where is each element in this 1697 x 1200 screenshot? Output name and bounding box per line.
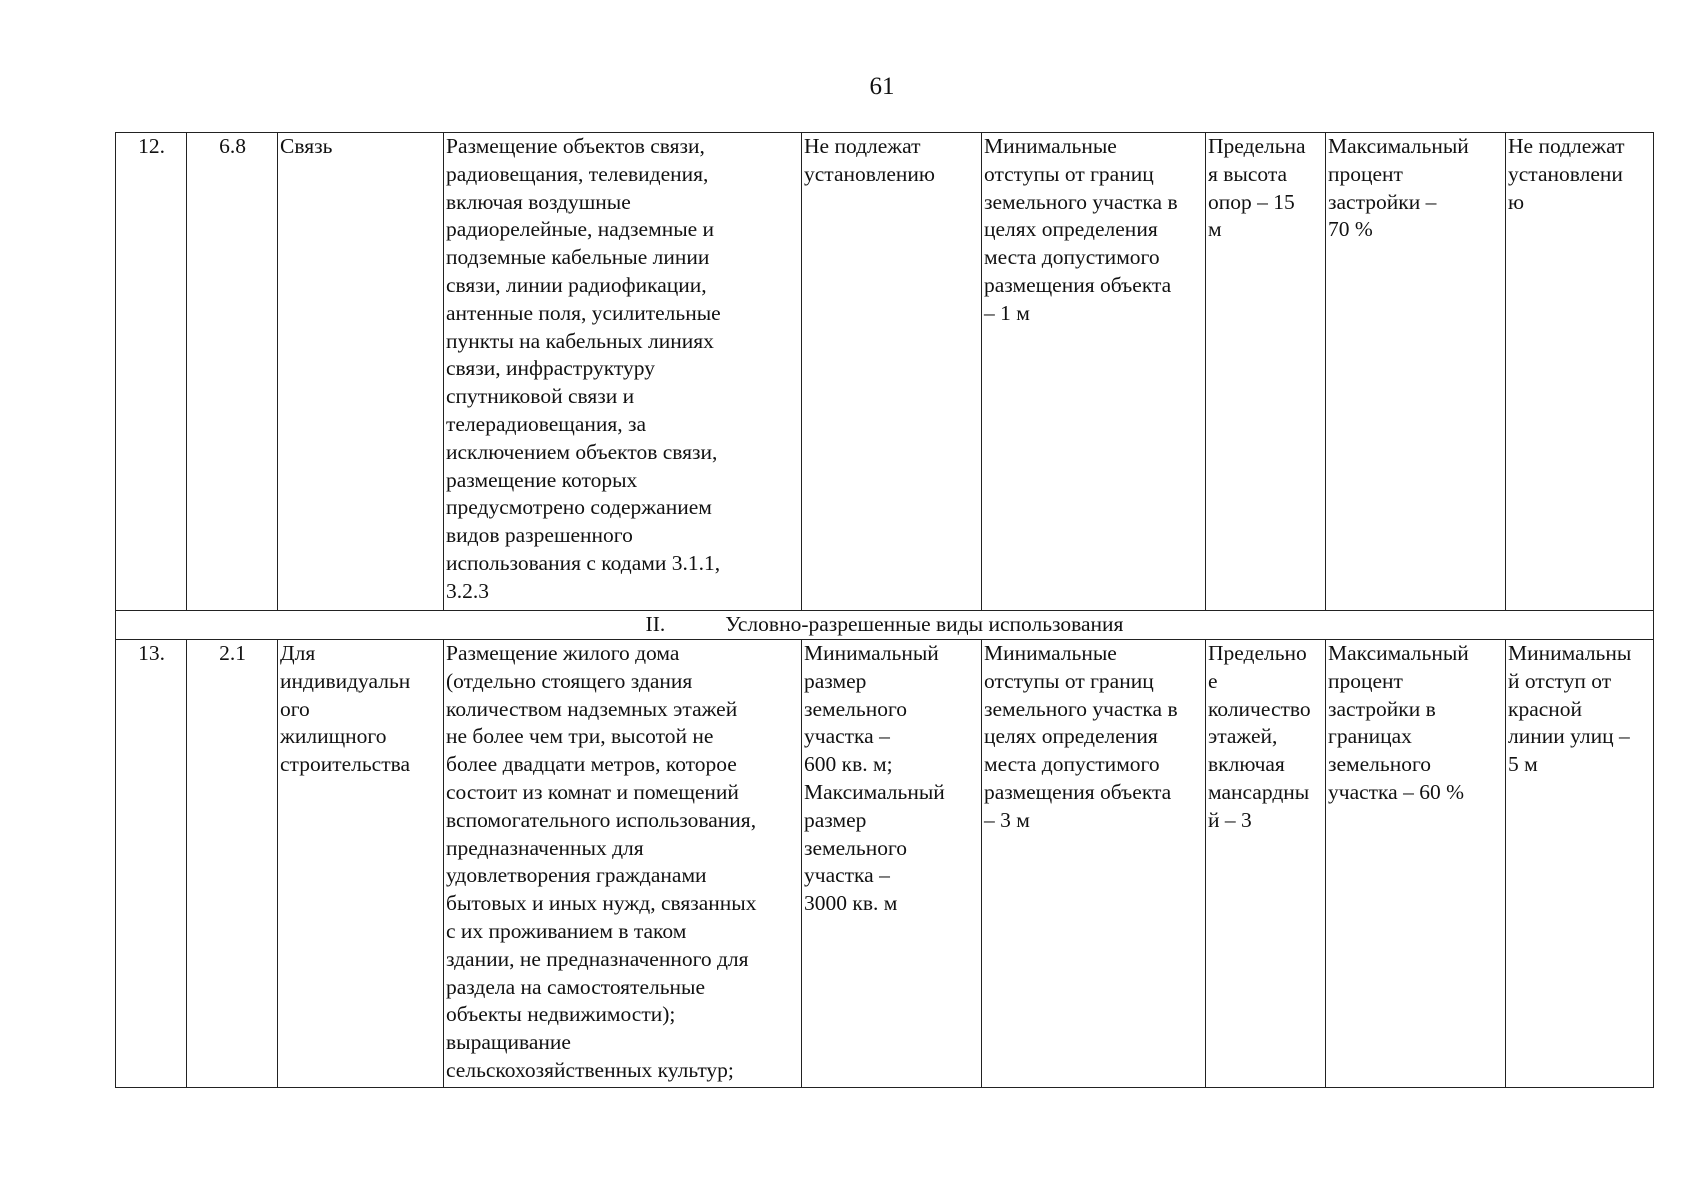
other-params-cell: Не подлежат установлени ю	[1506, 133, 1654, 611]
table-row	[116, 640, 1654, 1088]
plot-size-cell: Минимальный размер земельного участка – 600 кв. м; Максимальный размер земельного участка – 3000 кв. м	[802, 640, 982, 1088]
setbacks-cell: Минимальные отступы от границ земельного участка в целях определения места допустимого размещения объекта – 1 м	[982, 133, 1206, 611]
row-number-cell: 12.	[116, 133, 187, 611]
other-params-cell: Минимальны й отступ от красной линии улиц – 5 м	[1506, 640, 1654, 1088]
page-number: 61	[869, 73, 895, 100]
use-description-cell: Размещение жилого дома (отдельно стоящего здания количеством надземных этажей не более чем три, высотой не более двадцати метров, которое состоит из комнат и помещений вспомогательного использования, предназначенных для удовлетворения гражданами бытовых и иных нужд, связанных с их проживанием в таком здании, не предназначенного для раздела на самостоятельные объекты недвижимости); выращивание сельскохозяйственных культур;	[444, 640, 802, 1088]
section-header-row	[116, 611, 1654, 640]
use-name-cell: Для индивидуальн ого жилищного строительства	[278, 640, 444, 1088]
coverage-cell: Максимальный процент застройки в границах земельного участка – 60 %	[1326, 640, 1506, 1088]
section-title: Условно-разрешенные виды использования	[725, 612, 1124, 636]
use-code-cell: 2.1	[187, 640, 278, 1088]
table-row	[116, 133, 1654, 611]
regulations-table	[115, 132, 1654, 1088]
section-roman-number: II.	[645, 612, 666, 636]
setbacks-cell: Минимальные отступы от границ земельного участка в целях определения места допустимого размещения объекта – 3 м	[982, 640, 1206, 1088]
section-header-cell	[116, 611, 1654, 640]
use-description-cell: Размещение объектов связи, радиовещания, телевидения, включая воздушные радиорелейные, надземные и подземные кабельные линии связи, линии радиофикации, антенные поля, усилительные пункты на кабельных линиях связи, инфраструктуру спутниковой связи и телерадиовещания, за исключением объектов связи, размещение которых предусмотрено содержанием видов разрешенного использования с кодами 3.1.1, 3.2.3	[444, 133, 802, 611]
coverage-cell: Максимальный процент застройки – 70 %	[1326, 133, 1506, 611]
row-number-cell: 13.	[116, 640, 187, 1088]
height-cell: Предельна я высота опор – 15 м	[1206, 133, 1326, 611]
plot-size-cell: Не подлежат установлению	[802, 133, 982, 611]
height-cell: Предельно е количество этажей, включая мансардны й – 3	[1206, 640, 1326, 1088]
use-name-cell: Связь	[278, 133, 444, 611]
use-code-cell: 6.8	[187, 133, 278, 611]
